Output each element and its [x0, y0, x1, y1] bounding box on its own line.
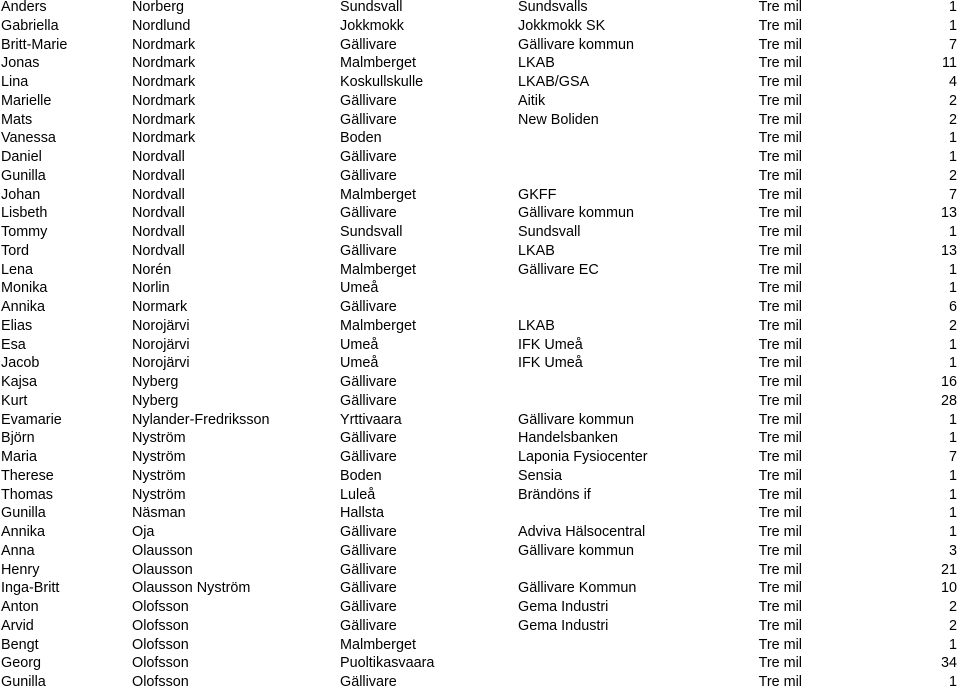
- first-name-cell: Gunilla: [1, 505, 46, 522]
- place-cell: Gällivare: [340, 599, 397, 615]
- place-cell: Umeå: [340, 280, 379, 297]
- race-cell: Tre mil: [758, 467, 802, 484]
- race-cell: Tre mil: [758, 449, 802, 465]
- first-name-cell: Kajsa: [1, 374, 37, 390]
- table-row: [0, 54, 959, 73]
- last-name-cell: Nordvall: [132, 205, 185, 222]
- race-cell: Tre mil: [758, 36, 802, 53]
- count-cell: 13: [940, 242, 957, 259]
- first-name-cell: Lena: [1, 261, 34, 278]
- club-cell: IFK Umeå: [518, 355, 583, 372]
- race-cell: Tre mil: [758, 561, 802, 578]
- club-cell: Gällivare Kommun: [518, 580, 637, 597]
- last-name-cell: Nyström: [132, 486, 186, 503]
- count-cell: 2: [948, 167, 957, 184]
- place-cell: Gällivare: [340, 149, 397, 165]
- table-row: [0, 223, 959, 242]
- race-cell: Tre mil: [758, 55, 802, 72]
- table-row: [0, 486, 959, 505]
- first-name-cell: Arvid: [1, 617, 34, 634]
- first-name-cell: Elias: [1, 317, 33, 334]
- club-cell: Gällivare kommun: [518, 542, 634, 559]
- count-cell: 1: [948, 674, 957, 690]
- place-cell: Yrttivaara: [340, 411, 402, 428]
- table-row: [0, 373, 959, 392]
- table-row: [0, 73, 959, 92]
- last-name-cell: Normark: [132, 299, 188, 315]
- last-name-cell: Norlin: [132, 280, 170, 297]
- place-cell: Gällivare: [340, 92, 397, 109]
- table-row: [0, 579, 959, 598]
- first-name-cell: Henry: [1, 561, 40, 578]
- race-cell: Tre mil: [758, 524, 802, 540]
- count-cell: 3: [948, 542, 957, 559]
- race-cell: Tre mil: [758, 580, 802, 597]
- table-row: [0, 636, 959, 655]
- place-cell: Gällivare: [340, 561, 397, 578]
- table-row: [0, 429, 959, 448]
- count-cell: 1: [948, 224, 957, 240]
- first-name-cell: Britt-Marie: [1, 36, 68, 53]
- club-cell: New Boliden: [518, 111, 599, 128]
- race-cell: Tre mil: [758, 261, 802, 278]
- last-name-cell: Näsman: [132, 505, 186, 522]
- race-cell: Tre mil: [758, 111, 802, 128]
- place-cell: Gällivare: [340, 430, 397, 447]
- club-cell: Gällivare kommun: [518, 36, 634, 53]
- place-cell: Gällivare: [340, 242, 397, 259]
- last-name-cell: Nyberg: [132, 374, 179, 390]
- count-cell: 1: [948, 149, 957, 165]
- last-name-cell: Olausson Nyström: [132, 580, 251, 597]
- club-cell: Adviva Hälsocentral: [518, 524, 646, 540]
- table-row: [0, 167, 959, 186]
- count-cell: 1: [948, 355, 957, 372]
- place-cell: Malmberget: [340, 261, 416, 278]
- first-name-cell: Inga-Britt: [1, 580, 60, 597]
- first-name-cell: Anders: [1, 0, 47, 15]
- last-name-cell: Nylander-Fredriksson: [132, 411, 270, 428]
- place-cell: Gällivare: [340, 374, 397, 390]
- table-row: [0, 561, 959, 580]
- place-cell: Gällivare: [340, 111, 397, 128]
- table-row: [0, 617, 959, 636]
- first-name-cell: Björn: [1, 430, 35, 447]
- race-cell: Tre mil: [758, 74, 802, 90]
- count-cell: 1: [948, 280, 957, 297]
- race-cell: Tre mil: [758, 674, 802, 690]
- club-cell: Gällivare kommun: [518, 411, 634, 428]
- first-name-cell: Kurt: [1, 392, 28, 409]
- place-cell: Sundsvall: [340, 0, 403, 15]
- first-name-cell: Tord: [1, 242, 29, 259]
- club-cell: Aitik: [518, 92, 546, 109]
- first-name-cell: Anna: [1, 542, 35, 559]
- table-row: [0, 448, 959, 467]
- first-name-cell: Esa: [1, 336, 26, 353]
- count-cell: 1: [948, 505, 957, 522]
- count-cell: 2: [948, 617, 957, 634]
- table-row: [0, 336, 959, 355]
- last-name-cell: Nordmark: [132, 130, 196, 147]
- count-cell: 7: [948, 449, 957, 465]
- place-cell: Boden: [340, 130, 382, 147]
- count-cell: 1: [948, 336, 957, 353]
- first-name-cell: Tommy: [1, 224, 48, 240]
- place-cell: Puoltikasvaara: [340, 655, 435, 672]
- place-cell: Umeå: [340, 336, 379, 353]
- place-cell: Malmberget: [340, 186, 416, 203]
- first-name-cell: Gunilla: [1, 167, 46, 184]
- count-cell: 28: [940, 392, 957, 409]
- club-cell: Gällivare EC: [518, 261, 599, 278]
- first-name-cell: Marielle: [1, 92, 52, 109]
- first-name-cell: Gunilla: [1, 674, 46, 690]
- place-cell: Gällivare: [340, 36, 397, 53]
- race-cell: Tre mil: [758, 655, 802, 672]
- table-row: [0, 279, 959, 298]
- last-name-cell: Norén: [132, 261, 172, 278]
- place-cell: Malmberget: [340, 317, 416, 334]
- club-cell: LKAB: [518, 317, 555, 334]
- first-name-cell: Gabriella: [1, 17, 59, 34]
- last-name-cell: Olausson: [132, 561, 193, 578]
- table-row: [0, 317, 959, 336]
- first-name-cell: Jonas: [1, 55, 40, 72]
- club-cell: Sundsvalls: [518, 0, 588, 15]
- place-cell: Koskullskulle: [340, 74, 424, 90]
- last-name-cell: Nyström: [132, 467, 186, 484]
- place-cell: Gällivare: [340, 524, 397, 540]
- race-cell: Tre mil: [758, 636, 802, 653]
- race-cell: Tre mil: [758, 542, 802, 559]
- race-cell: Tre mil: [758, 17, 802, 34]
- last-name-cell: Nyberg: [132, 392, 179, 409]
- table-row: [0, 129, 959, 148]
- place-cell: Gällivare: [340, 167, 397, 184]
- race-cell: Tre mil: [758, 486, 802, 503]
- count-cell: 16: [940, 374, 957, 390]
- race-cell: Tre mil: [758, 392, 802, 409]
- count-cell: 7: [948, 186, 957, 203]
- club-cell: Gema Industri: [518, 599, 609, 615]
- last-name-cell: Nyström: [132, 430, 186, 447]
- table-row: [0, 673, 959, 692]
- count-cell: 21: [940, 561, 957, 578]
- last-name-cell: Nordvall: [132, 186, 185, 203]
- race-cell: Tre mil: [758, 92, 802, 109]
- place-cell: Malmberget: [340, 636, 416, 653]
- count-cell: 2: [948, 111, 957, 128]
- table-row: [0, 111, 959, 130]
- first-name-cell: Annika: [1, 524, 46, 540]
- race-cell: Tre mil: [758, 374, 802, 390]
- place-cell: Gällivare: [340, 617, 397, 634]
- last-name-cell: Nyström: [132, 449, 186, 465]
- first-name-cell: Lina: [1, 74, 29, 90]
- count-cell: 1: [948, 411, 957, 428]
- count-cell: 34: [940, 655, 957, 672]
- race-cell: Tre mil: [758, 186, 802, 203]
- count-cell: 1: [948, 486, 957, 503]
- place-cell: Gällivare: [340, 299, 397, 315]
- table-row: [0, 654, 959, 673]
- count-cell: 1: [948, 636, 957, 653]
- first-name-cell: Johan: [1, 186, 41, 203]
- club-cell: IFK Umeå: [518, 336, 583, 353]
- place-cell: Malmberget: [340, 55, 416, 72]
- place-cell: Gällivare: [340, 542, 397, 559]
- club-cell: GKFF: [518, 186, 557, 203]
- race-cell: Tre mil: [758, 411, 802, 428]
- table-row: [0, 411, 959, 430]
- table-row: [0, 36, 959, 55]
- last-name-cell: Nordmark: [132, 55, 196, 72]
- last-name-cell: Nordlund: [132, 17, 191, 34]
- last-name-cell: Nordmark: [132, 111, 196, 128]
- count-cell: 13: [940, 205, 957, 222]
- place-cell: Gällivare: [340, 205, 397, 222]
- race-cell: Tre mil: [758, 280, 802, 297]
- table-row: [0, 186, 959, 205]
- first-name-cell: Monika: [1, 280, 48, 297]
- table-row: [0, 261, 959, 280]
- first-name-cell: Daniel: [1, 149, 42, 165]
- club-cell: LKAB/GSA: [518, 74, 590, 90]
- place-cell: Gällivare: [340, 392, 397, 409]
- last-name-cell: Olofsson: [132, 636, 189, 653]
- table-row: [0, 354, 959, 373]
- first-name-cell: Mats: [1, 111, 33, 128]
- count-cell: 2: [948, 92, 957, 109]
- last-name-cell: Oja: [132, 524, 155, 540]
- count-cell: 10: [940, 580, 957, 597]
- count-cell: 1: [948, 261, 957, 278]
- table-row: [0, 598, 959, 617]
- last-name-cell: Norberg: [132, 0, 184, 15]
- last-name-cell: Norojärvi: [132, 355, 190, 372]
- club-cell: LKAB: [518, 55, 555, 72]
- count-cell: 6: [948, 299, 957, 315]
- club-cell: Gema Industri: [518, 617, 609, 634]
- last-name-cell: Nordmark: [132, 74, 196, 90]
- first-name-cell: Lisbeth: [1, 205, 48, 222]
- last-name-cell: Olofsson: [132, 599, 189, 615]
- last-name-cell: Olofsson: [132, 617, 189, 634]
- race-cell: Tre mil: [758, 149, 802, 165]
- count-cell: 1: [948, 467, 957, 484]
- race-cell: Tre mil: [758, 317, 802, 334]
- last-name-cell: Olofsson: [132, 655, 189, 672]
- first-name-cell: Therese: [1, 467, 54, 484]
- last-name-cell: Nordmark: [132, 36, 196, 53]
- place-cell: Sundsvall: [340, 224, 403, 240]
- race-cell: Tre mil: [758, 0, 802, 15]
- club-cell: LKAB: [518, 242, 555, 259]
- last-name-cell: Norojärvi: [132, 317, 190, 334]
- count-cell: 2: [948, 599, 957, 615]
- race-cell: Tre mil: [758, 430, 802, 447]
- race-cell: Tre mil: [758, 505, 802, 522]
- race-cell: Tre mil: [758, 205, 802, 222]
- table-row: [0, 204, 959, 223]
- count-cell: 4: [948, 74, 957, 90]
- club-cell: Jokkmokk SK: [518, 17, 606, 34]
- club-cell: Laponia Fysiocenter: [518, 449, 648, 465]
- last-name-cell: Olofsson: [132, 674, 189, 690]
- first-name-cell: Vanessa: [1, 130, 56, 147]
- club-cell: Handelsbanken: [518, 430, 619, 447]
- table-row: [0, 467, 959, 486]
- place-cell: Hallsta: [340, 505, 384, 522]
- first-name-cell: Thomas: [1, 486, 53, 503]
- last-name-cell: Olausson: [132, 542, 193, 559]
- place-cell: Umeå: [340, 355, 379, 372]
- first-name-cell: Maria: [1, 449, 37, 465]
- last-name-cell: Nordvall: [132, 224, 185, 240]
- place-cell: Gällivare: [340, 449, 397, 465]
- club-cell: Brändöns if: [518, 486, 591, 503]
- first-name-cell: Anton: [1, 599, 39, 615]
- race-cell: Tre mil: [758, 167, 802, 184]
- place-cell: Luleå: [340, 486, 376, 503]
- table-row: [0, 17, 959, 36]
- last-name-cell: Nordvall: [132, 167, 185, 184]
- first-name-cell: Georg: [1, 655, 41, 672]
- count-cell: 7: [948, 36, 957, 53]
- count-cell: 1: [948, 524, 957, 540]
- race-cell: Tre mil: [758, 336, 802, 353]
- first-name-cell: Bengt: [1, 636, 39, 653]
- race-cell: Tre mil: [758, 130, 802, 147]
- table-row: [0, 0, 959, 17]
- last-name-cell: Norojärvi: [132, 336, 190, 353]
- race-cell: Tre mil: [758, 355, 802, 372]
- race-cell: Tre mil: [758, 299, 802, 315]
- first-name-cell: Annika: [1, 299, 46, 315]
- club-cell: Gällivare kommun: [518, 205, 634, 222]
- table-row: [0, 542, 959, 561]
- place-cell: Jokkmokk: [340, 17, 404, 34]
- last-name-cell: Nordmark: [132, 92, 196, 109]
- last-name-cell: Nordvall: [132, 149, 185, 165]
- club-cell: Sundsvall: [518, 224, 581, 240]
- count-cell: 1: [948, 17, 957, 34]
- count-cell: 1: [948, 0, 957, 15]
- count-cell: 2: [948, 317, 957, 334]
- table-row: [0, 504, 959, 523]
- race-cell: Tre mil: [758, 224, 802, 240]
- last-name-cell: Nordvall: [132, 242, 185, 259]
- club-cell: Sensia: [518, 467, 563, 484]
- table-row: [0, 298, 959, 317]
- first-name-cell: Jacob: [1, 355, 40, 372]
- race-cell: Tre mil: [758, 599, 802, 615]
- table-row: [0, 92, 959, 111]
- count-cell: 11: [942, 55, 957, 72]
- table-row: [0, 148, 959, 167]
- race-cell: Tre mil: [758, 617, 802, 634]
- count-cell: 1: [948, 430, 957, 447]
- count-cell: 1: [948, 130, 957, 147]
- place-cell: Gällivare: [340, 674, 397, 690]
- race-cell: Tre mil: [758, 242, 802, 259]
- table-row: [0, 242, 959, 261]
- place-cell: Boden: [340, 467, 382, 484]
- table-row: [0, 523, 959, 542]
- place-cell: Gällivare: [340, 580, 397, 597]
- first-name-cell: Evamarie: [1, 411, 62, 428]
- table-row: [0, 392, 959, 411]
